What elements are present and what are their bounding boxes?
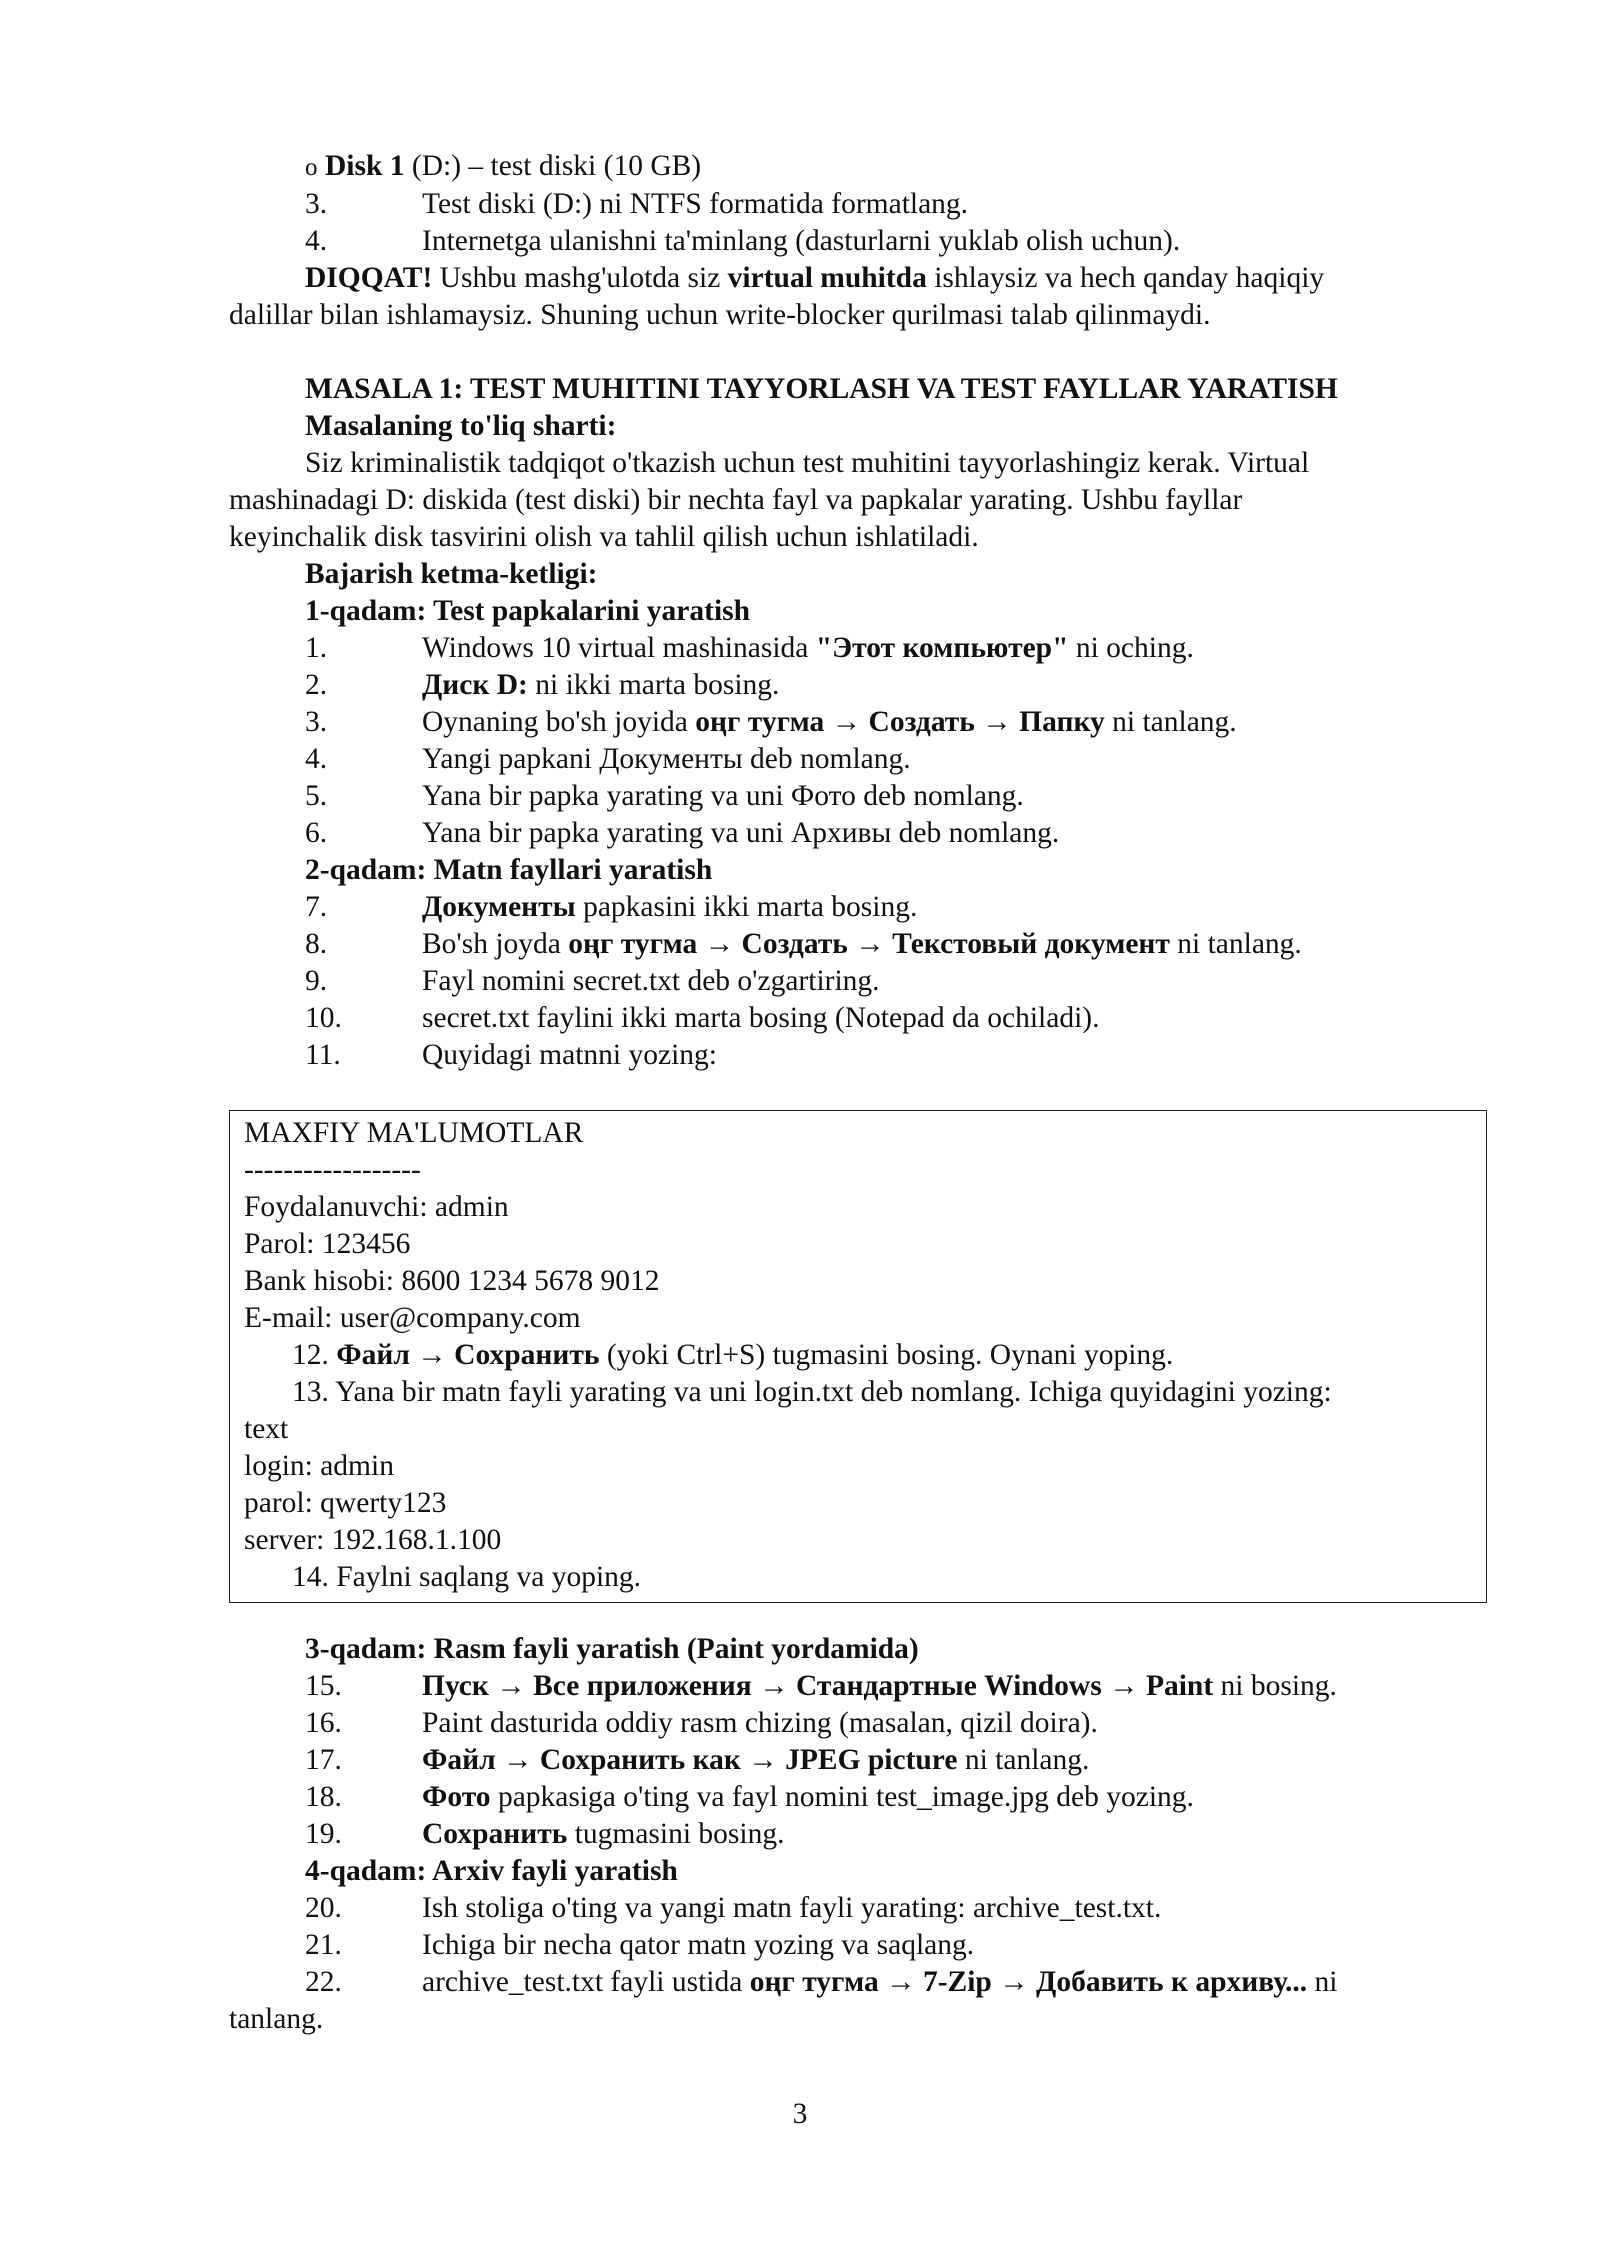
- item-bold: "Этот компьютер": [815, 632, 1069, 664]
- box-line: parol: qwerty123: [244, 1487, 447, 1519]
- list-item: [229, 1779, 1487, 1816]
- page-number: 3: [792, 2098, 808, 2130]
- warning-label: DIQQAT!: [305, 262, 433, 294]
- item-text: papkasiga o'ting va fayl nomini test_image.jpg deb yozing.: [490, 1781, 1194, 1813]
- item-number: 10.: [305, 1002, 342, 1034]
- item-text: Fayl nomini secret.txt deb o'zgartiring.: [422, 965, 880, 997]
- box-line: login: admin: [244, 1450, 394, 1482]
- item-number: 6.: [305, 817, 328, 849]
- item-text: Quyidagi matnni yozing:: [422, 1039, 717, 1071]
- condition-line1: Siz kriminalistik tadqiqot o'tkazish uchun test muhitini tayyorlashingiz kerak. Virtual: [305, 447, 1310, 479]
- item-number: 8.: [305, 928, 328, 960]
- item-number: 16.: [305, 1707, 342, 1739]
- task-title: MASALA 1: TEST MUHITINI TAYYORLASH VA TEST FAYLLAR YARATISH: [305, 373, 1338, 405]
- warning-paragraph: [229, 260, 1487, 297]
- item-number: 7.: [305, 891, 328, 923]
- item-text: tugmasini bosing.: [567, 1818, 785, 1850]
- item-number: 1.: [305, 632, 328, 664]
- item-number: 21.: [305, 1929, 342, 1961]
- box-line: ------------------: [244, 1154, 421, 1186]
- item-number: 20.: [305, 1892, 342, 1924]
- bullet: o: [305, 154, 318, 181]
- disk-text: (D:) – test diski (10 GB): [404, 150, 702, 182]
- item-bold: Файл → Сохранить: [336, 1339, 600, 1371]
- document-page: [229, 148, 1487, 2038]
- item-text: Ish stoliga o'ting va yangi matn fayli yarating: archive_test.txt.: [422, 1892, 1162, 1924]
- list-item: [229, 1668, 1487, 1705]
- item-number: 15.: [305, 1670, 342, 1702]
- item-bold: оңг тугма → 7-Zip → Добавить к архиву...: [749, 1966, 1308, 1998]
- item-text: ni tanlang.: [957, 1744, 1090, 1776]
- item-number: 19.: [305, 1818, 342, 1850]
- list-item: [229, 1927, 1487, 1964]
- item-bold: Фото: [422, 1781, 491, 1813]
- list-item: [229, 1816, 1487, 1853]
- box-line: Bank hisobi: 8600 1234 5678 9012: [244, 1265, 660, 1297]
- condition-line3: keyinchalik disk tasvirini olish va tahlil qilish uchun ishlatiladi.: [229, 521, 979, 553]
- item-text: Windows 10 virtual mashinasida: [422, 632, 816, 664]
- box-line: MAXFIY MA'LUMOTLAR: [244, 1117, 584, 1149]
- list-item: [229, 1705, 1487, 1742]
- item-bold: оңг тугма → Создать → Текстовый документ: [568, 928, 1170, 960]
- list-item: [229, 1742, 1487, 1779]
- box-line: server: 192.168.1.100: [244, 1524, 502, 1556]
- list-item: [229, 963, 1487, 1000]
- item-bold: Документы: [422, 891, 576, 923]
- item-number: 2.: [305, 669, 328, 701]
- item-number: 18.: [305, 1781, 342, 1813]
- list-item: [229, 1964, 1487, 2001]
- item-text: papkasini ikki marta bosing.: [575, 891, 918, 923]
- text-box: [229, 1110, 1487, 1603]
- list-item: [229, 1000, 1487, 1037]
- item-bold: оңг тугма → Создать → Папку: [695, 706, 1105, 738]
- item-number: 5.: [305, 780, 328, 812]
- warning-text: ishlaysiz va hech qanday haqiqiy: [926, 262, 1325, 294]
- warning-line2: dalillar bilan ishlamaysiz. Shuning uchun write-blocker qurilmasi talab qilinmaydi.: [229, 299, 1211, 331]
- item-bold: Сохранить: [422, 1818, 568, 1850]
- item-number: 11.: [305, 1039, 341, 1071]
- list-item: [229, 889, 1487, 926]
- box-line: Foydalanuvchi: admin: [244, 1191, 509, 1223]
- item-bold: Пуск → Все приложения → Стандартные Windows → Paint: [422, 1670, 1214, 1702]
- box-line: Parol: 123456: [244, 1228, 411, 1260]
- item-text: Ichiga bir necha qator matn yozing va saqlang.: [422, 1929, 975, 1961]
- item-text: Yana bir papka yarating va uni Фото deb nomlang.: [422, 780, 1024, 812]
- item-text: Yana bir papka yarating va uni Архивы deb nomlang.: [422, 817, 1060, 849]
- item-bold: Диск D:: [422, 669, 528, 701]
- box-step: [244, 1337, 1472, 1374]
- step1-title: 1-qadam: Test papkalarini yaratish: [305, 595, 751, 627]
- list-item: [229, 815, 1487, 852]
- step4-title: 4-qadam: Arxiv fayli yaratish: [305, 1855, 678, 1887]
- box-line: E-mail: user@company.com: [244, 1302, 581, 1334]
- item-number: 17.: [305, 1744, 342, 1776]
- list-item: [229, 1890, 1487, 1927]
- list-item: [229, 630, 1487, 667]
- list-item: [229, 186, 1487, 223]
- list-item: [229, 741, 1487, 778]
- item-text: Internetga ulanishni ta'minlang (dasturlarni yuklab olish uchun).: [422, 225, 1181, 257]
- item-text: ni tanlang.: [1104, 706, 1237, 738]
- item-text: Oynaning bo'sh joyida: [422, 706, 696, 738]
- item-text: Yangi papkani Документы deb nomlang.: [422, 743, 911, 775]
- box-step: 14. Faylni saqlang va yoping.: [292, 1561, 642, 1593]
- item-text: Test diski (D:) ni NTFS formatida formatlang.: [422, 188, 969, 220]
- item-continuation: tanlang.: [229, 2003, 324, 2035]
- box-step: 13. Yana bir matn fayli yarating va uni login.txt deb nomlang. Ichiga quyidagini yozing:: [292, 1376, 1332, 1408]
- box-line: text: [244, 1413, 289, 1445]
- item-text: secret.txt faylini ikki marta bosing (Notepad da ochiladi).: [422, 1002, 1100, 1034]
- item-text: ni ikki marta bosing.: [527, 669, 780, 701]
- item-number: 9.: [305, 965, 328, 997]
- step2-title: 2-qadam: Matn fayllari yaratish: [305, 854, 713, 886]
- list-item: [229, 778, 1487, 815]
- item-text: ni tanlang.: [1169, 928, 1302, 960]
- condition-title: Masalaning to'liq sharti:: [305, 410, 617, 442]
- item-bold: Файл → Сохранить как → JPEG picture: [422, 1744, 958, 1776]
- item-text: (yoki Ctrl+S) tugmasini bosing. Oynani yoping.: [599, 1339, 1174, 1371]
- item-number: 4.: [305, 743, 328, 775]
- list-item: [229, 667, 1487, 704]
- warning-text: Ushbu mashg'ulotda siz: [432, 262, 728, 294]
- step3-title: 3-qadam: Rasm fayli yaratish (Paint yordamida): [305, 1633, 919, 1665]
- sequence-title: Bajarish ketma-ketligi:: [305, 558, 598, 590]
- list-item: [229, 704, 1487, 741]
- list-item: [229, 1037, 1487, 1074]
- item-number: 22.: [305, 1966, 342, 1998]
- item-text: Bo'sh joyda: [422, 928, 569, 960]
- item-text: ni oching.: [1068, 632, 1194, 664]
- disk-line: [229, 148, 1487, 186]
- item-text: Paint dasturida oddiy rasm chizing (masalan, qizil doira).: [422, 1707, 1098, 1739]
- item-number: 12.: [292, 1339, 337, 1371]
- warning-emphasis: virtual muhitda: [727, 262, 927, 294]
- item-text: archive_test.txt fayli ustida: [422, 1966, 750, 1998]
- list-item: [229, 223, 1487, 260]
- item-text: ni bosing.: [1213, 1670, 1337, 1702]
- item-number: 3.: [305, 706, 328, 738]
- disk-label: Disk 1: [325, 150, 405, 182]
- list-item: [229, 926, 1487, 963]
- item-number: 4.: [305, 225, 328, 257]
- item-number: 3.: [305, 188, 328, 220]
- item-text: ni: [1307, 1966, 1338, 1998]
- condition-line2: mashinadagi D: diskida (test diski) bir nechta fayl va papkalar yarating. Ushbu fayllar: [229, 484, 1243, 516]
